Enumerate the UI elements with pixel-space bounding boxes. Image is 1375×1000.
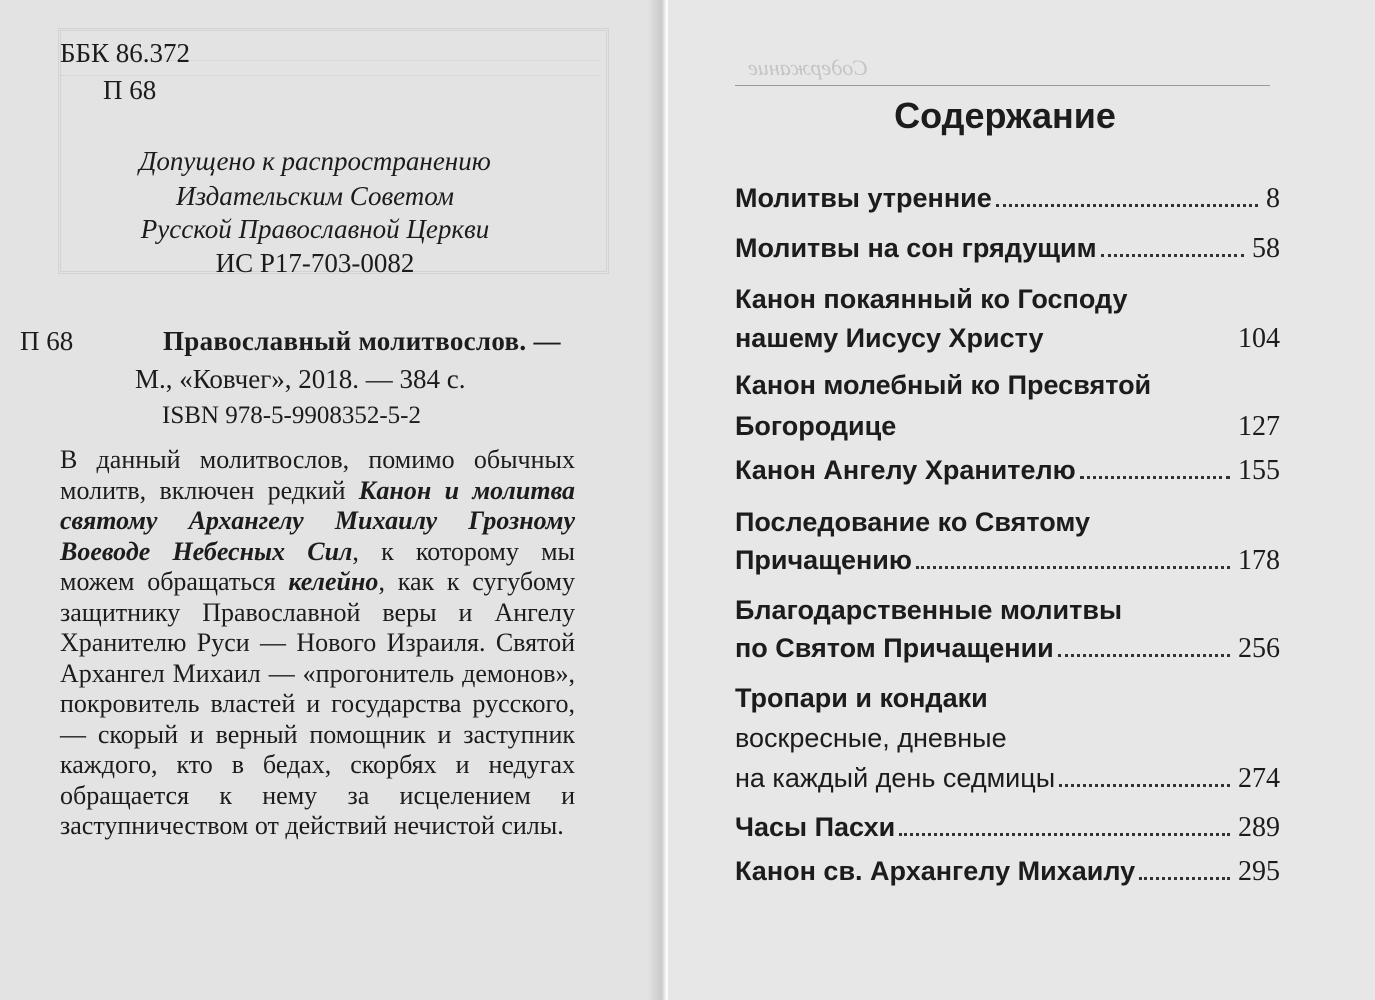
approval-number: ИС Р17-703-0082 <box>215 248 415 278</box>
left-page <box>0 0 668 1000</box>
toc-entry <box>735 812 1280 844</box>
toc-entry-page: 155 <box>1238 455 1280 486</box>
dot-leader <box>1059 784 1230 787</box>
dot-leader <box>996 204 1258 207</box>
dot-leader <box>900 432 1230 435</box>
toc-entry <box>735 183 1280 215</box>
description-text-2: , к которому мы можем обращаться <box>60 536 575 596</box>
toc-entry-page: 8 <box>1266 183 1280 214</box>
description-emphasis-2: келейно <box>288 567 379 596</box>
header-rule <box>735 85 1270 86</box>
toc-entry <box>735 455 1280 487</box>
toc-entry-title: Канон Ангелу Хранителю <box>735 455 1076 485</box>
toc-entry <box>735 411 1280 443</box>
isbn: ISBN 978-5-9908352-5-2 <box>162 402 422 429</box>
toc-entry-page: 178 <box>1238 545 1280 576</box>
catalog-code: П 68 <box>20 326 74 356</box>
book-title: Православный молитвослов. — <box>163 326 561 356</box>
toc-entry-subtitle: на каждый день седмицы <box>735 763 1056 793</box>
running-header-bleed: Содержание <box>748 55 869 80</box>
toc-entry-page: 104 <box>1238 323 1280 354</box>
toc-entry-title-cont: Причащению <box>735 545 912 575</box>
library-code: П 68 <box>103 75 157 105</box>
toc-entry-title: Благодарственные молитвы <box>735 595 1123 625</box>
toc-entry-title: Канон молебный ко Пресвятой <box>735 370 1152 400</box>
toc-entry-title: Последование ко Святому <box>735 507 1090 537</box>
toc-entry-title-cont: Богородице <box>735 411 897 441</box>
toc-entry-page: 256 <box>1238 633 1280 664</box>
bbk-code: ББК 86.372 <box>60 38 191 68</box>
toc-entry-title: Канон св. Архангелу Михаилу <box>735 856 1136 886</box>
dot-leader <box>1058 654 1230 657</box>
toc-entry-title-cont: по Святом Причащении <box>735 633 1054 663</box>
toc-entry <box>735 856 1280 888</box>
toc-entry <box>735 545 1280 577</box>
description-emphasis-1: Канон и молитва святому Архангелу Михаилу Грозному Воеводе Небесных Сил <box>60 475 576 566</box>
approval-line-1: Допущено к распространению <box>139 146 491 176</box>
dot-leader <box>1139 877 1230 880</box>
toc-entry-page: 127 <box>1238 411 1280 442</box>
dot-leader <box>916 566 1230 569</box>
toc-title: Содержание <box>894 95 1116 136</box>
toc-entry-title: Тропари и кондаки <box>735 683 988 713</box>
publisher-info: М., «Ковчег», 2018. — 384 с. <box>135 364 466 394</box>
toc-entry-page: 289 <box>1238 812 1280 843</box>
dot-leader <box>1048 344 1230 347</box>
toc-entry-title: Канон покаянный ко Господу <box>735 284 1128 314</box>
toc-entry <box>735 233 1280 265</box>
toc-entry-title: Молитвы на сон грядущим <box>735 233 1097 263</box>
toc-entry <box>735 633 1280 665</box>
toc-entry-title-cont: нашему Иисусу Христу <box>735 323 1044 353</box>
approval-line-3: Русской Православной Церкви <box>140 214 490 244</box>
description-text-3: , как к сугубому защитнику Православной веры и Ангелу Хранителю Руси — Нового Израиля. Святой Архангел Михаил — «прогонитель демонов», покровитель властей и государства русского, — скорый и верный помощник и заступник каждого, кто в бедах, скорбях и недугах обращается к нему за исцелением и заступничеством от действий нечистой силы. <box>60 567 576 840</box>
toc-entry-subtitle: воскресные, дневные <box>735 723 1007 753</box>
right-page <box>668 0 1375 1000</box>
dot-leader <box>1080 476 1230 479</box>
approval-line-2: Издательским Советом <box>175 181 455 211</box>
toc-entry-title: Молитвы утренние <box>735 183 992 213</box>
description-text-1: В данный молитвослов, помимо обычных молитв, включен редкий <box>60 445 575 505</box>
dot-leader <box>899 833 1230 836</box>
toc-entry <box>735 763 1280 795</box>
toc-entry-title: Часы Пасхи <box>735 812 896 842</box>
description <box>60 445 575 842</box>
toc-entry <box>735 323 1280 355</box>
toc-entry-page: 274 <box>1238 763 1280 794</box>
dot-leader <box>1101 254 1244 257</box>
toc-entry-page: 295 <box>1238 856 1280 887</box>
toc-entry-page: 58 <box>1252 233 1280 264</box>
